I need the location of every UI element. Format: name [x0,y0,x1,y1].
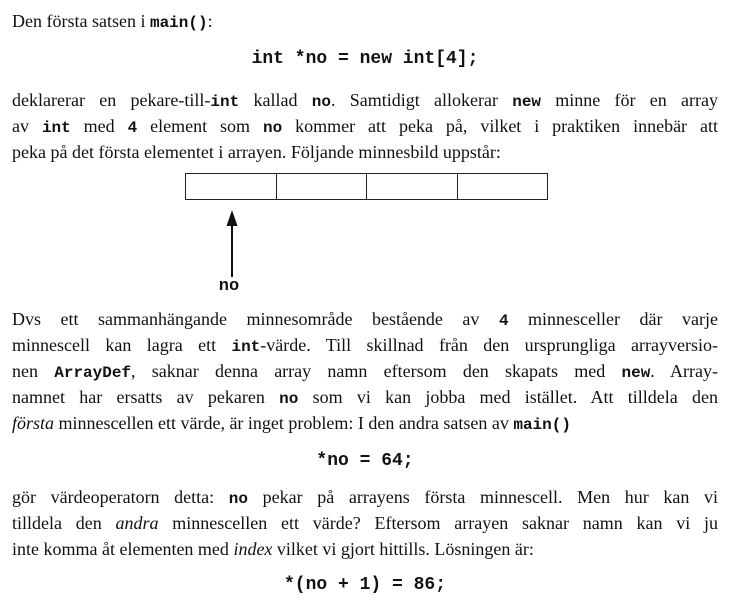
text-segment: -värde. Till skillnad från den ursprungliga arrayversio- [260,335,718,355]
text-segment: av [12,116,42,136]
text-segment: main() [513,416,571,434]
text-segment: index [233,539,273,559]
memory-cell [367,174,458,199]
text-segment: no [263,119,283,137]
text-segment: no [228,490,248,508]
text-segment: minnescellen ett värde, är inget problem: I den andra satsen av [54,413,514,433]
text-segment: main() [149,14,208,32]
memory-array [185,173,548,200]
text-segment: new [512,93,542,111]
memory-diagram [12,173,718,300]
text-segment: . Samtidigt allokerar [330,90,513,110]
text-segment: 4 [127,119,138,137]
memory-cell [186,174,277,199]
text-segment: vilket vi gjort hittills. Lösningen är: [272,539,534,559]
text-segment: minnescellen ett värde? Eftersom arrayen saknar namn kan vi ju [158,513,718,533]
text-segment: Den första satsen i [12,11,150,31]
text-line [12,410,718,436]
text-segment: nen [12,361,55,381]
text-segment: pekar på arrayens första minnescell. Men hur kan vi [248,487,718,507]
text-segment: Dvs ett sammanhängande minnesområde bestående av [12,309,499,329]
code-statement-2: *no = 64; [316,451,414,471]
text-segment: peka på det första elementet i arrayen. Följande minnesbild uppstår: [12,142,501,162]
code-statement-1 [12,46,718,74]
text-segment: gör värdeoperatorn detta: [12,487,229,507]
text-segment: no [311,93,331,111]
pointer-label: no [218,277,240,296]
text-line [12,536,718,562]
paragraph-1 [12,87,718,165]
text-segment: andra [115,513,159,533]
memory-cell [277,174,368,199]
text-segment: 4 [498,312,509,330]
text-segment: minnescell kan lagra ett [12,335,232,355]
pointer-arrow-icon [222,210,242,277]
text-segment: kallad [239,90,312,110]
paragraph-2 [12,306,718,436]
text-segment: . Array- [650,361,719,381]
text-line [12,87,718,113]
intro-line [12,8,718,34]
text-line [12,306,718,332]
paragraph-3 [12,484,718,562]
text-segment: med [70,116,128,136]
text-line [12,384,718,410]
text-segment: ArrayDef [54,364,132,382]
text-segment: som vi kan jobba med istället. Att tilldela den [298,387,718,407]
text-segment: minnesceller där varje [508,309,718,329]
text-segment: int [231,338,261,356]
text-segment: : [207,11,213,31]
text-segment: tilldela den [12,513,116,533]
memory-cell [458,174,548,199]
text-segment: no [279,390,299,408]
text-segment: minne för en array [541,90,719,110]
text-segment: int [41,119,71,137]
text-segment: , saknar denna array namn eftersom den skapats med [131,361,622,381]
highlighted-code: int *no = new int[4]; [251,49,479,69]
text-line [12,358,718,384]
text-segment: namnet har ersatts av pekaren [12,387,280,407]
text-segment: new [621,364,651,382]
text-line [12,139,718,165]
text-line [12,484,718,510]
text-segment: deklarerar en pekare-till- [12,90,211,110]
text-segment: int [210,93,240,111]
text-line [12,510,718,536]
text-segment: första [12,413,55,433]
text-line [12,332,718,358]
text-segment: inte komma åt elementen med [12,539,234,559]
text-line [12,113,718,139]
text-segment: kommer att peka på, vilket i praktiken innebär att [282,116,718,136]
text-segment: element som [137,116,263,136]
code-statement-3: *(no + 1) = 86; [283,575,447,595]
